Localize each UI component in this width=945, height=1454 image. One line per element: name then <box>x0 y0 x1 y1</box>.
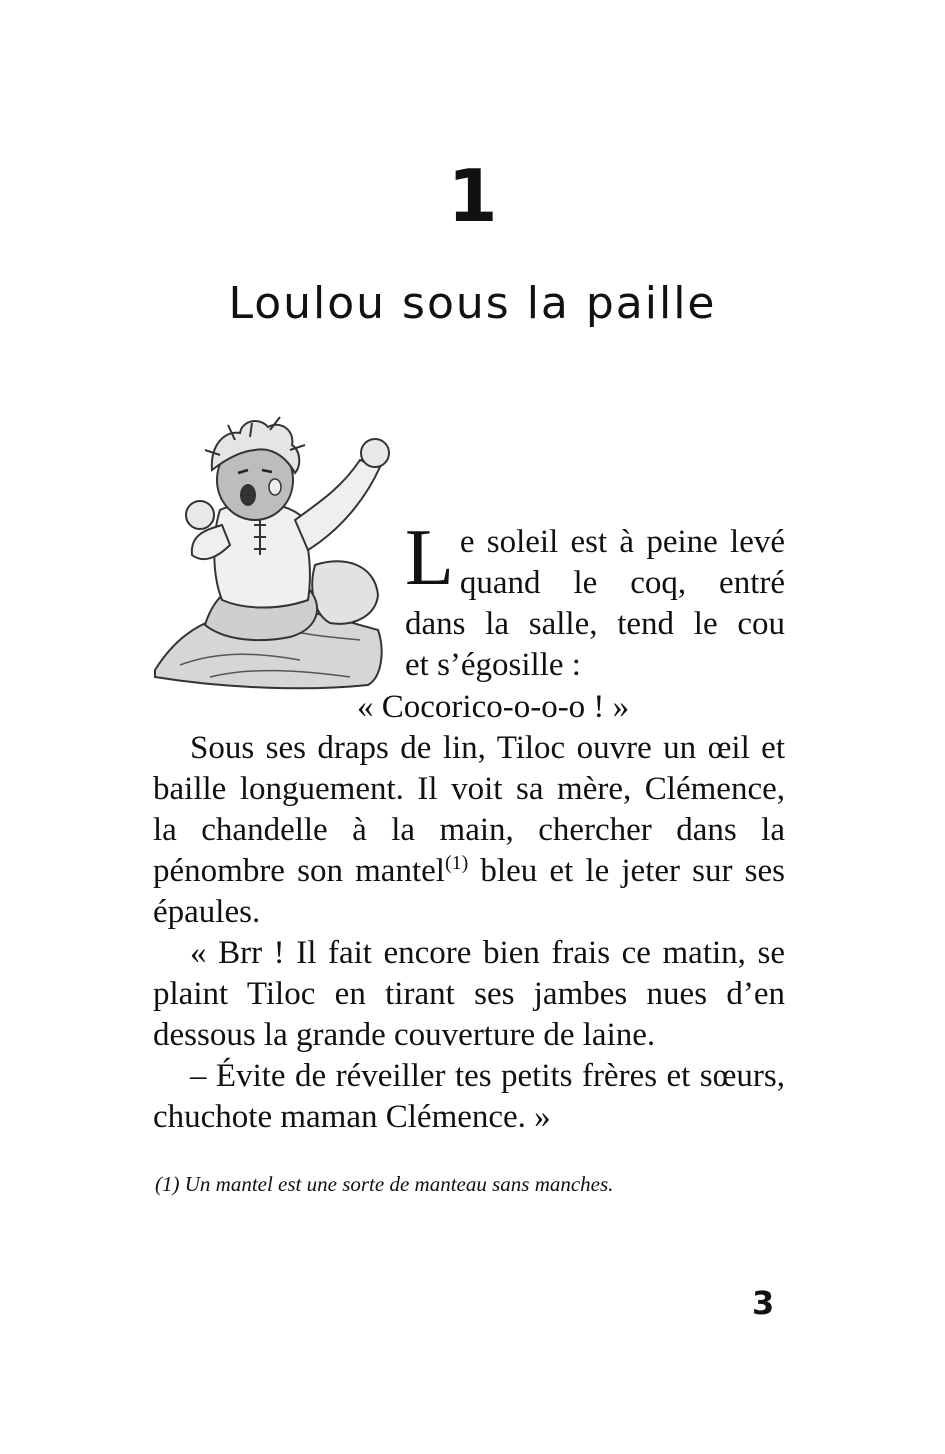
paragraph-1-text-end: bleu et le jeter sur ses épaules. <box>153 853 786 930</box>
intro-line-1: e soleil est à peine levé <box>459 524 785 560</box>
drop-cap: L <box>405 514 454 602</box>
paragraph-3: – Évite de réveiller tes petits frères et sœurs, chuchote maman Clémence. » <box>153 1058 785 1135</box>
paragraph-1-text: Sous ses draps de lin, Tiloc ouvre un œil et baille longuement. Il voit sa mère, Clémence, la chandelle à la main, chercher dans la pénombre son mantel <box>153 730 785 889</box>
rooster-cry: « Cocorico-o-o-o ! » <box>357 689 630 725</box>
intro-line-3: dans la salle, tend le cou <box>405 606 785 642</box>
footnote: (1) Un mantel est une sorte de manteau sans manches. <box>155 1172 614 1196</box>
intro-line-4: et s’égosille : <box>405 647 581 683</box>
intro-line-2: quand le coq, entré <box>459 565 785 601</box>
footnote-reference: (1) <box>444 852 469 874</box>
body-text <box>153 728 785 1138</box>
chapter-number: 1 <box>447 154 498 238</box>
chapter-title: Loulou sous la paille <box>228 278 717 329</box>
intro-paragraph <box>405 514 785 686</box>
paragraph-2: « Brr ! Il fait encore bien frais ce matin, se plaint Tiloc en tirant ses jambes nues d’en dessous la grande couverture de laine. <box>153 935 785 1053</box>
yawning-boy-in-bed-illustration <box>150 415 410 690</box>
paragraph-1 <box>153 728 785 933</box>
page-number: 3 <box>752 1284 775 1322</box>
